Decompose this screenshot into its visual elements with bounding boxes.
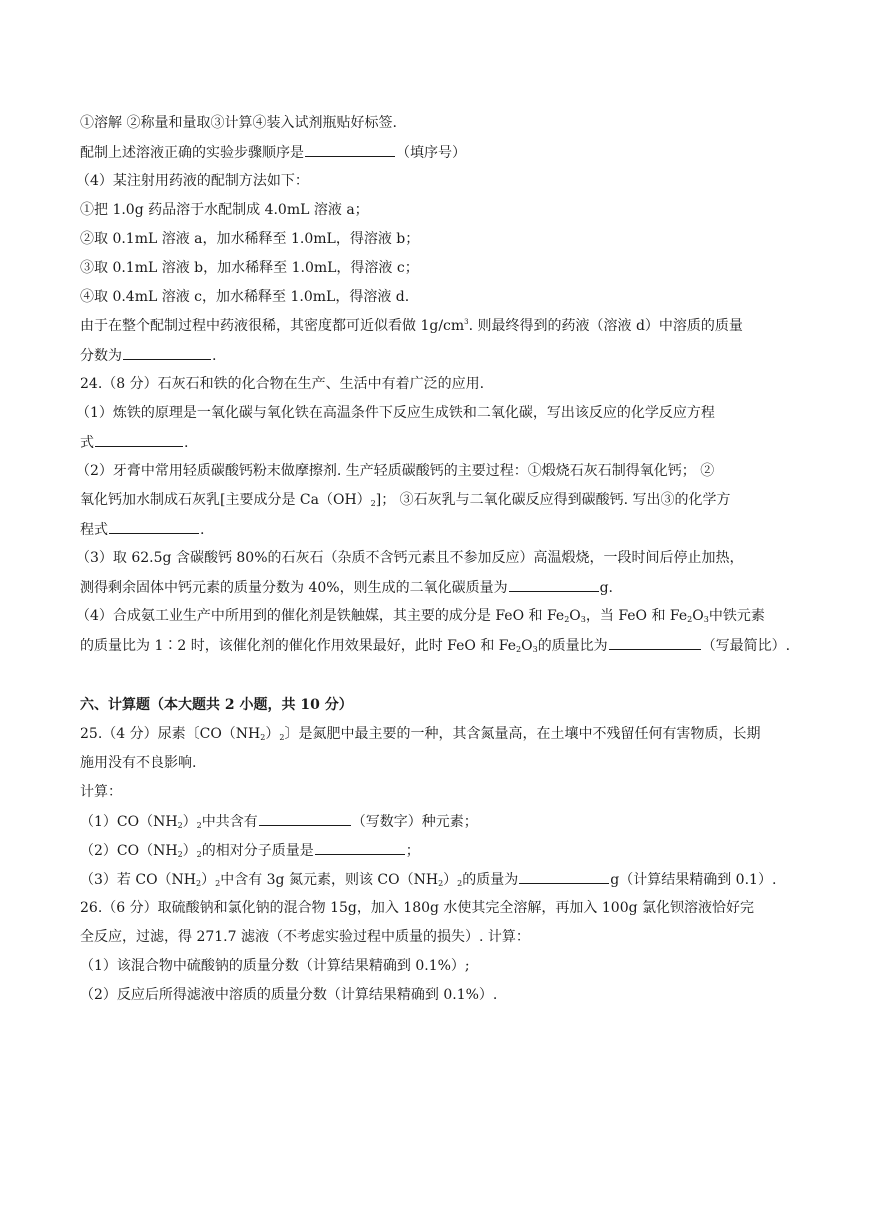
q25-calc-label: 计算：	[80, 784, 122, 800]
q24-p3-answer-line	[80, 577, 792, 597]
q25-p3-text-e: 的质量为	[462, 872, 519, 888]
subscript: 2	[260, 733, 266, 742]
q25-p2-text-a: （2）CO（NH	[80, 843, 178, 859]
density-text-b: . 则最终得到的药液（溶液 d）中溶质的质量	[468, 318, 743, 334]
q24-p2-line2	[80, 490, 792, 510]
subscript: 2	[564, 615, 570, 624]
subscript: 2	[177, 821, 183, 830]
q23-4-step1: ①把 1.0g 药品溶于水配制成 4.0mL 溶液 a；	[80, 202, 369, 218]
q25-p1-text-a: （1）CO（NH	[80, 814, 178, 830]
q25-p1-suffix: （写数字）种元素；	[351, 814, 478, 830]
answer-blank[interactable]	[95, 432, 183, 447]
q25-line1	[80, 724, 792, 744]
q25-p3-suffix: g（计算结果精确到 0.1）.	[610, 872, 777, 888]
q25-text-a: 25.（4 分）尿素〔CO（NH	[80, 726, 261, 742]
q26-p1: （1）该混合物中硫酸钠的质量分数（计算结果精确到 0.1%）;	[80, 958, 470, 974]
density-sup: 3	[464, 318, 469, 326]
q24-p2-line1: （2）牙膏中常用轻质碳酸钙粉末做摩擦剂. 生产轻质碳酸钙的主要过程：①煅烧石灰石制得氧化钙； ②	[76, 463, 715, 479]
q25-p2-text-c: 的相对分子质量是	[201, 843, 314, 859]
q24-p2-answer-line	[80, 519, 792, 539]
q24-p3-prefix: 测得剩余固体中钙元素的质量分数为 40%，则生成的二氧化碳质量为	[80, 580, 508, 596]
answer-blank[interactable]	[123, 345, 211, 360]
q25-p3-text-d: ）	[443, 872, 458, 888]
q25-p2-line	[80, 840, 792, 860]
q23-4-step3: ③取 0.1mL 溶液 b，加水稀释至 1.0mL，得溶液 c；	[80, 260, 419, 276]
q25-p3-line	[80, 869, 792, 889]
q24-p2-prefix: 程式	[80, 522, 108, 538]
q25-p1-text-b: ）	[182, 814, 197, 830]
q25-p3-text-c: 中含有 3g 氮元素，则该 CO（NH	[220, 872, 439, 888]
subscript: 2	[215, 879, 221, 888]
q25-p3-text-a: （3）若 CO（NH	[80, 872, 197, 888]
q23-4-step4: ④取 0.4mL 溶液 c，加水稀释至 1.0mL，得溶液 d.	[80, 289, 410, 305]
subscript: 3	[532, 645, 538, 654]
q24-p3-suffix: g.	[599, 580, 613, 596]
q24-p4-line1	[76, 606, 788, 626]
q24-p2-suffix: .	[200, 522, 205, 538]
answer-blank[interactable]	[305, 142, 395, 157]
q24-p2-text-b: ]； ③石灰乳与二氧化碳反应得到碳酸钙. 写出③的化学方	[375, 492, 731, 508]
q24-p1-suffix: .	[184, 435, 189, 451]
q23-4-answer-suffix: .	[212, 348, 217, 364]
q23-4-density	[80, 316, 792, 336]
subscript: 2	[196, 879, 202, 888]
q24-p1-line1: （1）炼铁的原理是一氧化碳与氧化铁在高温条件下反应生成铁和二氧化碳，写出该反应的化学反应方程	[76, 405, 715, 421]
q24-p1-prefix: 式	[80, 435, 94, 451]
q24-p4-text-c: ，当 FeO 和 Fe	[585, 608, 688, 624]
q23-3-prefix: 配制上述溶液正确的实验步骤顺序是	[80, 145, 304, 161]
subscript: 2	[196, 821, 202, 830]
answer-blank[interactable]	[609, 635, 701, 650]
q26-line1: 26.（6 分）取硫酸钠和氯化钠的混合物 15g，加入 180g 水使其完全溶解，再加入 100g 氯化钡溶液恰好完	[80, 900, 755, 916]
q25-p2-suffix: ；	[405, 843, 420, 859]
q24-p4-text-e: 中铁元素	[708, 608, 765, 624]
q24-p4-text-b: O	[569, 608, 581, 624]
q25-p1-text-c: 中共含有	[201, 814, 258, 830]
q25-text-c: 〕是氮肥中最主要的一种，其含氮量高，在土壤中不残留任何有害物质，长期	[284, 726, 761, 742]
q25-line2: 施用没有不良影响.	[80, 755, 197, 771]
subscript: 2	[370, 499, 376, 508]
subscript: 2	[516, 645, 522, 654]
q23-3-suffix: （填序号）	[396, 145, 466, 161]
q23-3-line	[80, 142, 792, 162]
q24-p1-answer-line	[80, 432, 792, 452]
q25-p2-text-b: ）	[182, 843, 197, 859]
section-heading: 六、计算题（本大题共 2 小题，共 10 分）	[80, 697, 353, 713]
subscript: 2	[196, 850, 202, 859]
subscript: 2	[687, 615, 693, 624]
answer-blank[interactable]	[109, 519, 199, 534]
q24-p4-l2-text-a: 的质量比为 1∶2 时，该催化剂的催化作用效果最好，此时 FeO 和 Fe	[80, 638, 517, 654]
subscript: 2	[438, 879, 444, 888]
q24-p4-line2	[80, 635, 792, 655]
answer-blank[interactable]	[519, 869, 609, 884]
q24-p4-l2-suffix: （写最简比）.	[701, 638, 791, 654]
subscript: 2	[457, 879, 463, 888]
density-text-a: 由于在整个配制过程中药液很稀，其密度都可近似看做 1g/cm	[80, 318, 465, 334]
q24-p2-text-a: 氧化钙加水制成石灰乳[主要成分是 Ca（OH）	[80, 492, 371, 508]
q24-p4-text-a: （4）合成氨工业生产中所用到的催化剂是铁触媒，其主要的成分是 FeO 和 Fe	[76, 608, 565, 624]
answer-blank[interactable]	[259, 811, 351, 826]
answer-blank[interactable]	[315, 840, 405, 855]
q23-4-answer-prefix: 分数为	[80, 348, 122, 364]
q25-p1-line	[80, 811, 792, 831]
steps-list: ①溶解 ②称量和量取③计算④装入试剂瓶贴好标签.	[80, 115, 397, 131]
q24-p4-l2-text-b: O	[521, 638, 533, 654]
q23-4-title: （4）某注射用药液的配制方法如下：	[76, 173, 309, 189]
q23-4-answer-line	[80, 345, 792, 365]
subscript: 2	[177, 850, 183, 859]
q24-p4-text-d: O	[692, 608, 704, 624]
subscript: 3	[580, 615, 586, 624]
q26-line2: 全反应，过滤，得 271.7 滤液（不考虑实验过程中质量的损失）. 计算：	[80, 929, 530, 945]
subscript: 3	[703, 615, 709, 624]
q23-4-step2: ②取 0.1mL 溶液 a，加水稀释至 1.0mL，得溶液 b；	[80, 231, 420, 247]
q26-p2: （2）反应后所得滤液中溶质的质量分数（计算结果精确到 0.1%）.	[80, 987, 498, 1003]
q25-p3-text-b: ）	[201, 872, 216, 888]
q25-text-b: ）	[265, 726, 280, 742]
q24-p3-line1: （3）取 62.5g 含碳酸钙 80%的石灰石（杂质不含钙元素且不参加反应）高温煅烧，一段时间后停止加热，	[76, 550, 744, 566]
q24-title: 24.（8 分）石灰石和铁的化合物在生产、生活中有着广泛的应用.	[80, 376, 485, 392]
q24-p4-l2-text-c: 的质量比为	[537, 638, 608, 654]
answer-blank[interactable]	[509, 577, 599, 592]
subscript: 2	[279, 733, 285, 742]
